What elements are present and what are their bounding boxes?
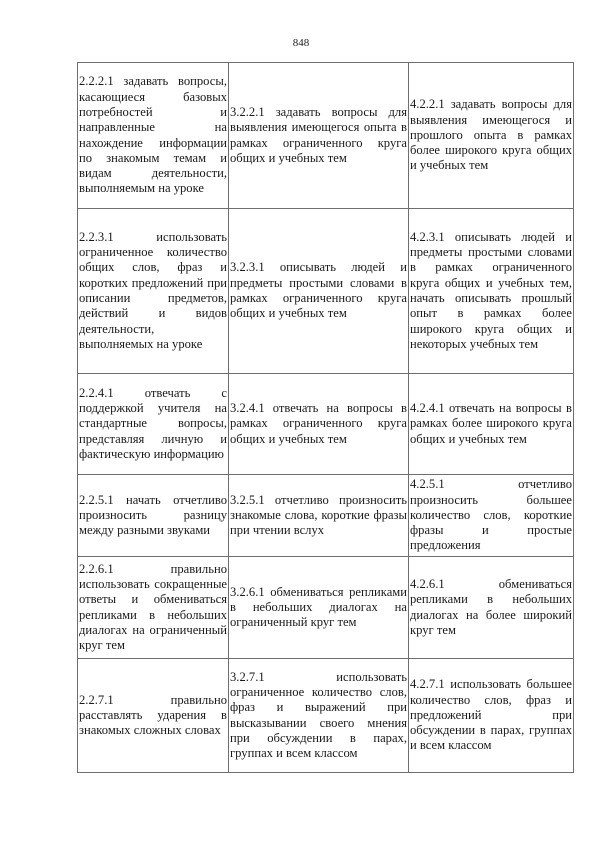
table-row [78,374,574,475]
grade2-cell: 2.2.2.1 задавать вопросы, касающиеся базовых потребностей и направленные на нахождение информации по знакомым темам и видам деятельности, выполняемым на уроке [78,63,229,209]
grade3-cell: 3.2.7.1 использовать ограниченное количество слов, фраз и выражений при высказывании своего мнения при обсуждении в парах, группах и всем классом [229,659,409,773]
page-number: 848 [292,37,310,49]
learning-outcomes-table [77,62,574,773]
grade4-cell: 4.2.2.1 задавать вопросы для выявления имеющегося и прошлого опыта в рамках более широкого круга общих и учебных тем [409,63,574,209]
grade2-cell: 2.2.5.1 начать отчетливо произносить разницу между разными звуками [78,475,229,557]
grade4-cell: 4.2.5.1 отчетливо произносить большее количество слов, короткие фразы и простые предложения [409,475,574,557]
grade2-cell: 2.2.4.1 отвечать с поддержкой учителя на стандартные вопросы, представляя личную и фактическую информацию [78,374,229,475]
grade4-cell: 4.2.6.1 обмениваться репликами в небольших диалогах на более широкий круг тем [409,557,574,659]
grade2-cell: 2.2.7.1 правильно расставлять ударения в знакомых сложных словах [78,659,229,773]
grade3-cell: 3.2.2.1 задавать вопросы для выявления имеющегося опыта в рамках ограниченного круга общих и учебных тем [229,63,409,209]
table-row [78,63,574,209]
table-row [78,557,574,659]
grade4-cell: 4.2.4.1 отвечать на вопросы в рамках более широкого круга общих и учебных тем [409,374,574,475]
table-row [78,659,574,773]
table-row [78,209,574,374]
table-row [78,475,574,557]
grade3-cell: 3.2.6.1 обмениваться репликами в небольших диалогах на ограниченный круг тем [229,557,409,659]
grade4-cell: 4.2.3.1 описывать людей и предметы простыми словами в рамках ограниченного круга общих и учебных тем, начать описывать прошлый опыт в рамках более широкого круга общих и некоторых учебных тем [409,209,574,374]
grade3-cell: 3.2.4.1 отвечать на вопросы в рамках ограниченного круга общих и учебных тем [229,374,409,475]
grade2-cell: 2.2.6.1 правильно использовать сокращенные ответы и обмениваться репликами в небольших диалогах на ограниченный круг тем [78,557,229,659]
grade3-cell: 3.2.5.1 отчетливо произносить знакомые слова, короткие фразы при чтении вслух [229,475,409,557]
grade2-cell: 2.2.3.1 использовать ограниченное количество общих слов, фраз и коротких предложений при описании предметов, действий и видов деятельности, выполняемых на уроке [78,209,229,374]
grade3-cell: 3.2.3.1 описывать людей и предметы простыми словами в рамках ограниченного круга общих и учебных тем [229,209,409,374]
grade4-cell: 4.2.7.1 использовать большее количество слов, фраз и предложений при обсуждении в парах, группах и всем классом [409,659,574,773]
